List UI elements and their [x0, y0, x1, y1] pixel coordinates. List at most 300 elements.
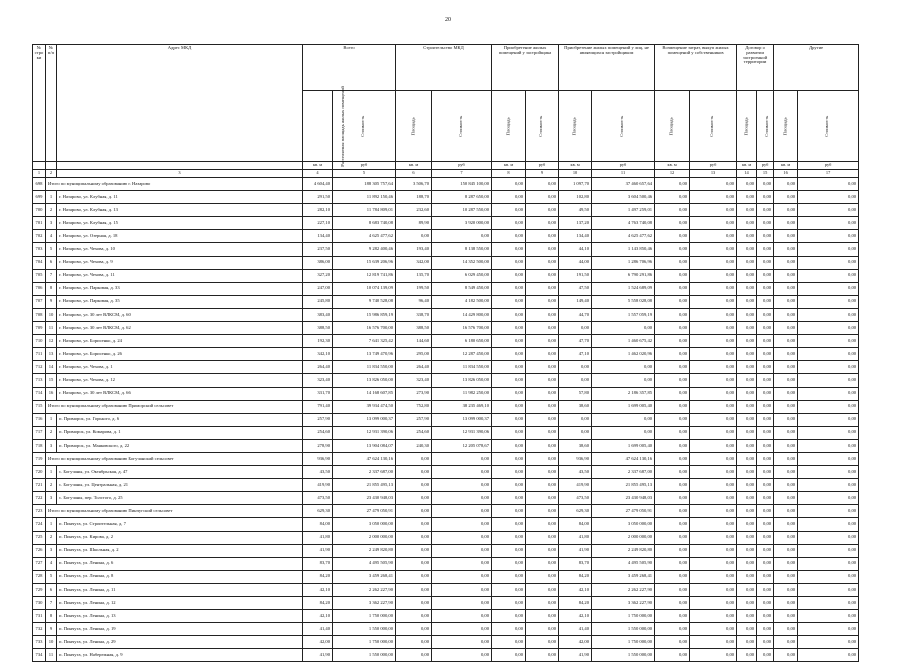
- column-number: 11: [592, 170, 655, 178]
- column-number: 14: [737, 170, 757, 178]
- pp-number-cell: 3: [46, 492, 57, 505]
- value-cell: 0,00: [774, 570, 798, 583]
- value-cell: 0,00: [592, 413, 655, 426]
- value-cell: 0,00: [690, 361, 737, 374]
- value-cell: 0,00: [757, 308, 774, 321]
- value-cell: 0,00: [655, 217, 690, 230]
- value-cell: 44,00: [559, 256, 592, 269]
- value-cell: 388,50: [303, 322, 333, 335]
- table-row: [33, 322, 859, 335]
- value-cell: 41,90: [303, 544, 333, 557]
- value-cell: 0,00: [690, 466, 737, 479]
- value-cell: 0,00: [737, 597, 757, 610]
- value-cell: 13 099 000,37: [333, 413, 396, 426]
- row-number-cell: 733: [33, 636, 46, 649]
- value-cell: 3 459 268,41: [333, 570, 396, 583]
- address-cell: п. Пинчуга, ул. Ленина, д. 8: [57, 570, 303, 583]
- value-cell: 8 549 450,00: [432, 282, 492, 295]
- value-cell: 0,00: [655, 413, 690, 426]
- total-label-cell: Итого по муниципальному образованию Пинчугский сельсовет: [46, 505, 303, 518]
- value-cell: 0,00: [737, 610, 757, 623]
- value-cell: 11 892 150,46: [333, 191, 396, 204]
- value-cell: 0,00: [559, 322, 592, 335]
- value-cell: 0,00: [774, 348, 798, 361]
- value-cell: 0,00: [798, 439, 859, 452]
- address-cell: г. Назарово, ул. 30 лет ВЛКСМ, д. 62: [57, 322, 303, 335]
- value-cell: 0,00: [396, 531, 432, 544]
- value-cell: 8 138 550,00: [432, 243, 492, 256]
- value-cell: 0,00: [737, 282, 757, 295]
- value-cell: 1 286 706,96: [592, 256, 655, 269]
- address-cell: г. Назарово, ул. 30 лет ВЛКСМ, д. 66: [57, 387, 303, 400]
- value-cell: 47 624 130,16: [592, 452, 655, 465]
- value-cell: 0,00: [396, 544, 432, 557]
- value-cell: 0,00: [492, 413, 526, 426]
- address-cell: г. Назарово, ул. Борисенко, д. 26: [57, 348, 303, 361]
- value-cell: 0,00: [492, 479, 526, 492]
- value-cell: 0,00: [737, 322, 757, 335]
- header-buy-from-non-developer: Приобретение жилых помещений у лиц, не являющихся застройщиком: [559, 45, 655, 91]
- value-cell: 41,90: [559, 649, 592, 662]
- value-cell: 0,00: [774, 636, 798, 649]
- table-row: [33, 479, 859, 492]
- total-label-cell: Итого по муниципальному образованию Богучанский сельсовет: [46, 452, 303, 465]
- pp-number-cell: 5: [46, 243, 57, 256]
- value-cell: 0,00: [798, 583, 859, 596]
- value-cell: 0,00: [737, 531, 757, 544]
- value-cell: 9 740 528,08: [333, 295, 396, 308]
- value-cell: 10 074 139,09: [333, 282, 396, 295]
- value-cell: 0,00: [798, 466, 859, 479]
- value-cell: 1 750 000,00: [592, 636, 655, 649]
- unit-label: руб: [757, 162, 774, 170]
- value-cell: 0,00: [526, 374, 559, 387]
- value-cell: 0,00: [798, 531, 859, 544]
- value-cell: 0,00: [774, 269, 798, 282]
- value-cell: 11 834 550,00: [333, 361, 396, 374]
- value-cell: 0,00: [757, 217, 774, 230]
- column-number: 7: [432, 170, 492, 178]
- table-body: [33, 178, 859, 662]
- value-cell: 0,00: [757, 610, 774, 623]
- value-cell: 3 050 000,00: [333, 518, 396, 531]
- value-cell: 4 625 477,62: [333, 230, 396, 243]
- value-cell: 0,00: [526, 308, 559, 321]
- pp-number-cell: 2: [46, 204, 57, 217]
- value-cell: 0,00: [396, 557, 432, 570]
- value-cell: 0,00: [798, 335, 859, 348]
- value-cell: 0,00: [492, 649, 526, 662]
- value-cell: 0,00: [526, 348, 559, 361]
- value-cell: 0,00: [526, 610, 559, 623]
- value-cell: 0,00: [690, 282, 737, 295]
- unit-label: кв. м: [655, 162, 690, 170]
- value-cell: 0,00: [655, 466, 690, 479]
- value-cell: 0,00: [757, 361, 774, 374]
- pp-number-cell: 5: [46, 570, 57, 583]
- table-row: [33, 256, 859, 269]
- value-cell: 0,00: [737, 439, 757, 452]
- subheader-area: Площадь: [559, 91, 592, 162]
- value-cell: 1 699 005,40: [592, 439, 655, 452]
- value-cell: 0,00: [655, 335, 690, 348]
- value-cell: 0,00: [690, 256, 737, 269]
- value-cell: 47 624 130,16: [333, 452, 396, 465]
- unit-label: руб: [592, 162, 655, 170]
- value-cell: 0,00: [559, 413, 592, 426]
- header-other: Другие: [774, 45, 859, 91]
- value-cell: 0,00: [737, 243, 757, 256]
- value-cell: 23 430 948,03: [592, 492, 655, 505]
- row-number-cell: 711: [33, 348, 46, 361]
- header-compensation: Возмещение затрат, выкуп жилых помещений у собственников: [655, 45, 737, 91]
- value-cell: 0,00: [655, 191, 690, 204]
- total-label-cell: Итого по муниципальному образованию г. Назарово: [46, 178, 303, 191]
- value-cell: 0,00: [798, 282, 859, 295]
- value-cell: 0,00: [690, 479, 737, 492]
- value-cell: 0,00: [774, 374, 798, 387]
- value-cell: 0,00: [559, 374, 592, 387]
- value-cell: 1 750 000,00: [333, 610, 396, 623]
- value-cell: 254,60: [396, 426, 432, 439]
- value-cell: 0,00: [655, 374, 690, 387]
- table-row: [33, 308, 859, 321]
- value-cell: 0,00: [798, 452, 859, 465]
- value-cell: 199,50: [396, 282, 432, 295]
- row-number-cell: 717: [33, 426, 46, 439]
- value-cell: 0,00: [396, 518, 432, 531]
- column-number: 16: [774, 170, 798, 178]
- value-cell: 41,40: [559, 623, 592, 636]
- unit-label: руб: [690, 162, 737, 170]
- value-cell: 0,00: [757, 295, 774, 308]
- value-cell: 0,00: [432, 649, 492, 662]
- value-cell: 0,00: [798, 308, 859, 321]
- value-cell: 0,00: [526, 217, 559, 230]
- pp-number-cell: 10: [46, 308, 57, 321]
- pp-number-cell: 2: [46, 479, 57, 492]
- value-cell: 0,00: [526, 230, 559, 243]
- column-number: 2: [46, 170, 57, 178]
- value-cell: 0,00: [492, 269, 526, 282]
- value-cell: 0,00: [798, 544, 859, 557]
- value-cell: 0,00: [655, 583, 690, 596]
- value-cell: 0,00: [757, 269, 774, 282]
- column-number: 1: [33, 170, 46, 178]
- value-cell: 0,00: [526, 636, 559, 649]
- value-cell: 27 479 050,91: [333, 505, 396, 518]
- row-number-cell: 728: [33, 570, 46, 583]
- value-cell: 12 931 390,06: [432, 426, 492, 439]
- value-cell: 0,00: [798, 557, 859, 570]
- value-cell: 0,00: [774, 387, 798, 400]
- table-row: [33, 348, 859, 361]
- value-cell: 278,90: [303, 439, 333, 452]
- value-cell: 0,00: [737, 374, 757, 387]
- table-row: [33, 387, 859, 400]
- value-cell: 0,00: [774, 597, 798, 610]
- value-cell: 0,00: [737, 557, 757, 570]
- subheader-cost: Стоимость: [432, 91, 492, 162]
- value-cell: 2 186 357,85: [592, 387, 655, 400]
- value-cell: 0,00: [757, 322, 774, 335]
- address-cell: п. Пинчуга, ул. Ленина, д. 11: [57, 583, 303, 596]
- subheader-cost: Стоимость: [757, 91, 774, 162]
- value-cell: 0,00: [526, 426, 559, 439]
- value-cell: 0,00: [798, 649, 859, 662]
- value-cell: 6 180 650,00: [432, 335, 492, 348]
- value-cell: 0,00: [737, 191, 757, 204]
- subheader-cost: Стоимость: [690, 91, 737, 162]
- value-cell: 0,00: [690, 308, 737, 321]
- value-cell: 0,00: [690, 230, 737, 243]
- address-cell: г. Назарово, ул. Клубная, д. 13: [57, 204, 303, 217]
- value-cell: 0,00: [774, 178, 798, 191]
- pp-number-cell: 11: [46, 649, 57, 662]
- column-number: 17: [798, 170, 859, 178]
- value-cell: 0,00: [492, 256, 526, 269]
- pp-number-cell: 2: [46, 531, 57, 544]
- value-cell: 791,40: [303, 400, 333, 413]
- value-cell: 2 249 820,80: [592, 544, 655, 557]
- row-number-cell: 726: [33, 544, 46, 557]
- unit-label: кв. м: [303, 162, 333, 170]
- value-cell: 0,00: [737, 204, 757, 217]
- value-cell: 0,00: [396, 623, 432, 636]
- pp-number-cell: 14: [46, 361, 57, 374]
- value-cell: 0,00: [690, 387, 737, 400]
- value-cell: 0,00: [396, 570, 432, 583]
- value-cell: 0,00: [690, 243, 737, 256]
- value-cell: 419,90: [303, 479, 333, 492]
- value-cell: 0,00: [798, 597, 859, 610]
- value-cell: 37 460 657,64: [592, 178, 655, 191]
- subheader-area: Площадь: [774, 91, 798, 162]
- value-cell: 0,00: [526, 400, 559, 413]
- value-cell: 0,00: [655, 204, 690, 217]
- value-cell: 0,00: [559, 361, 592, 374]
- value-cell: 331,70: [303, 387, 333, 400]
- address-cell: г. Назарово, ул. Борисенко, д. 24: [57, 335, 303, 348]
- value-cell: 0,00: [526, 178, 559, 191]
- value-cell: 0,00: [492, 570, 526, 583]
- row-number-cell: 725: [33, 531, 46, 544]
- value-cell: 0,00: [492, 583, 526, 596]
- value-cell: 0,00: [798, 191, 859, 204]
- value-cell: 0,00: [690, 269, 737, 282]
- row-number-cell: 718: [33, 439, 46, 452]
- value-cell: 323,40: [303, 374, 333, 387]
- pp-number-cell: 1: [46, 413, 57, 426]
- pp-number-cell: 1: [46, 191, 57, 204]
- value-cell: 473,50: [559, 492, 592, 505]
- pp-number-cell: 3: [46, 217, 57, 230]
- value-cell: 149,40: [559, 295, 592, 308]
- unit-label: руб: [526, 162, 559, 170]
- subheader-cost: Стоимость: [592, 91, 655, 162]
- header-territory-contract: Договор о развитии застроенной территории: [737, 45, 774, 91]
- address-cell: г. Назарово, ул. Клубная, д. 11: [57, 191, 303, 204]
- column-number: 4: [303, 170, 333, 178]
- value-cell: 16 576 700,00: [333, 322, 396, 335]
- value-cell: 0,00: [690, 413, 737, 426]
- value-cell: 0,00: [774, 361, 798, 374]
- address-cell: п. Пинчуга, ул. Кирова, д. 2: [57, 531, 303, 544]
- value-cell: 150 845 100,00: [432, 178, 492, 191]
- row-number-cell: 727: [33, 557, 46, 570]
- value-cell: 0,00: [690, 217, 737, 230]
- value-cell: 0,00: [774, 426, 798, 439]
- value-cell: 0,00: [737, 348, 757, 361]
- value-cell: 0,00: [690, 191, 737, 204]
- value-cell: 41,90: [303, 649, 333, 662]
- value-cell: 0,00: [757, 413, 774, 426]
- value-cell: 12 287 450,00: [432, 348, 492, 361]
- value-cell: 0,00: [655, 649, 690, 662]
- value-cell: 0,00: [737, 361, 757, 374]
- value-cell: 629,30: [559, 505, 592, 518]
- row-number-cell: 716: [33, 413, 46, 426]
- header-pp-no: № п/п: [46, 45, 57, 162]
- value-cell: 12 205 078,67: [432, 439, 492, 452]
- value-cell: 0,00: [432, 492, 492, 505]
- value-cell: 0,00: [737, 413, 757, 426]
- table-row: [33, 282, 859, 295]
- address-cell: п. Пинчуга, ул. Ленина, д. 6: [57, 557, 303, 570]
- value-cell: 0,00: [798, 623, 859, 636]
- value-cell: 0,00: [690, 597, 737, 610]
- value-cell: 27 479 050,91: [592, 505, 655, 518]
- table-row: [33, 649, 859, 662]
- value-cell: 0,00: [492, 243, 526, 256]
- value-cell: 137,20: [559, 217, 592, 230]
- value-cell: 1 550 000,00: [592, 649, 655, 662]
- value-cell: 0,00: [690, 492, 737, 505]
- value-cell: 0,00: [690, 531, 737, 544]
- table-row: [33, 269, 859, 282]
- value-cell: 0,00: [492, 531, 526, 544]
- value-cell: 13 749 470,96: [333, 348, 396, 361]
- value-cell: 1 497 259,01: [592, 204, 655, 217]
- value-cell: 0,00: [655, 361, 690, 374]
- unit-label: кв. м: [774, 162, 798, 170]
- value-cell: 0,00: [774, 256, 798, 269]
- value-cell: 0,00: [526, 204, 559, 217]
- value-cell: 47,70: [559, 335, 592, 348]
- header-address: Адрес МКД: [57, 45, 303, 162]
- value-cell: 0,00: [737, 544, 757, 557]
- pp-number-cell: 9: [46, 623, 57, 636]
- value-cell: 0,00: [492, 178, 526, 191]
- value-cell: 0,00: [655, 544, 690, 557]
- address-cell: п. Пинчуга, ул. Строительная, д. 7: [57, 518, 303, 531]
- value-cell: 0,00: [774, 335, 798, 348]
- value-cell: 0,00: [690, 295, 737, 308]
- pp-number-cell: 8: [46, 610, 57, 623]
- value-cell: 134,40: [303, 230, 333, 243]
- value-cell: 0,00: [526, 191, 559, 204]
- value-cell: 0,00: [526, 295, 559, 308]
- value-cell: 6 790 291,86: [592, 269, 655, 282]
- value-cell: 0,00: [526, 361, 559, 374]
- value-cell: 41,80: [559, 531, 592, 544]
- value-cell: 0,00: [798, 178, 859, 191]
- value-cell: 0,00: [526, 544, 559, 557]
- value-cell: 264,40: [396, 361, 432, 374]
- value-cell: 0,00: [655, 531, 690, 544]
- value-cell: 0,00: [655, 479, 690, 492]
- value-cell: 1 524 689,09: [592, 282, 655, 295]
- value-cell: 0,00: [798, 361, 859, 374]
- table-row: [33, 583, 859, 596]
- row-number-cell: 714: [33, 387, 46, 400]
- value-cell: 191,50: [559, 269, 592, 282]
- value-cell: 4 763 740,08: [592, 217, 655, 230]
- row-number-cell: 699: [33, 191, 46, 204]
- value-cell: 0,00: [592, 361, 655, 374]
- value-cell: 0,00: [774, 217, 798, 230]
- value-cell: 15 986 859,19: [333, 308, 396, 321]
- value-cell: 0,00: [655, 452, 690, 465]
- value-cell: 0,00: [798, 426, 859, 439]
- value-cell: 0,00: [432, 544, 492, 557]
- value-cell: 0,00: [492, 518, 526, 531]
- value-cell: 0,00: [774, 583, 798, 596]
- value-cell: 13 904 084,07: [333, 439, 396, 452]
- value-cell: 0,00: [592, 322, 655, 335]
- value-cell: 84,20: [303, 597, 333, 610]
- value-cell: 0,00: [757, 178, 774, 191]
- value-cell: 0,00: [757, 479, 774, 492]
- value-cell: 342,10: [303, 348, 333, 361]
- row-number-cell: 698: [33, 178, 46, 191]
- value-cell: 0,00: [526, 570, 559, 583]
- value-cell: 0,00: [757, 583, 774, 596]
- value-cell: 0,00: [526, 452, 559, 465]
- value-cell: 0,00: [798, 256, 859, 269]
- value-cell: 0,00: [690, 178, 737, 191]
- value-cell: 49,50: [559, 204, 592, 217]
- value-cell: 4 495 505,90: [333, 557, 396, 570]
- address-cell: г. Назарово, ул. 30 лет ВЛКСМ, д. 60: [57, 308, 303, 321]
- value-cell: 12 931 390,06: [333, 426, 396, 439]
- value-cell: 0,00: [432, 531, 492, 544]
- table-row: [33, 557, 859, 570]
- unit-label: кв. м: [492, 162, 526, 170]
- value-cell: 0,00: [432, 557, 492, 570]
- value-cell: 0,00: [757, 492, 774, 505]
- value-cell: 0,00: [492, 636, 526, 649]
- value-cell: 0,00: [798, 570, 859, 583]
- value-cell: 237,50: [303, 243, 333, 256]
- value-cell: 0,00: [690, 400, 737, 413]
- value-cell: 2 000 000,00: [333, 531, 396, 544]
- value-cell: 0,00: [655, 256, 690, 269]
- value-cell: 0,00: [526, 269, 559, 282]
- value-cell: 0,00: [757, 282, 774, 295]
- row-number-cell: 706: [33, 282, 46, 295]
- value-cell: 232,60: [396, 204, 432, 217]
- value-cell: 0,00: [774, 518, 798, 531]
- table-row: [33, 518, 859, 531]
- value-cell: 0,00: [526, 557, 559, 570]
- value-cell: 84,20: [559, 570, 592, 583]
- row-number-cell: 700: [33, 204, 46, 217]
- pp-number-cell: 1: [46, 466, 57, 479]
- value-cell: 84,20: [559, 597, 592, 610]
- value-cell: 0,00: [757, 466, 774, 479]
- value-cell: 0,00: [690, 518, 737, 531]
